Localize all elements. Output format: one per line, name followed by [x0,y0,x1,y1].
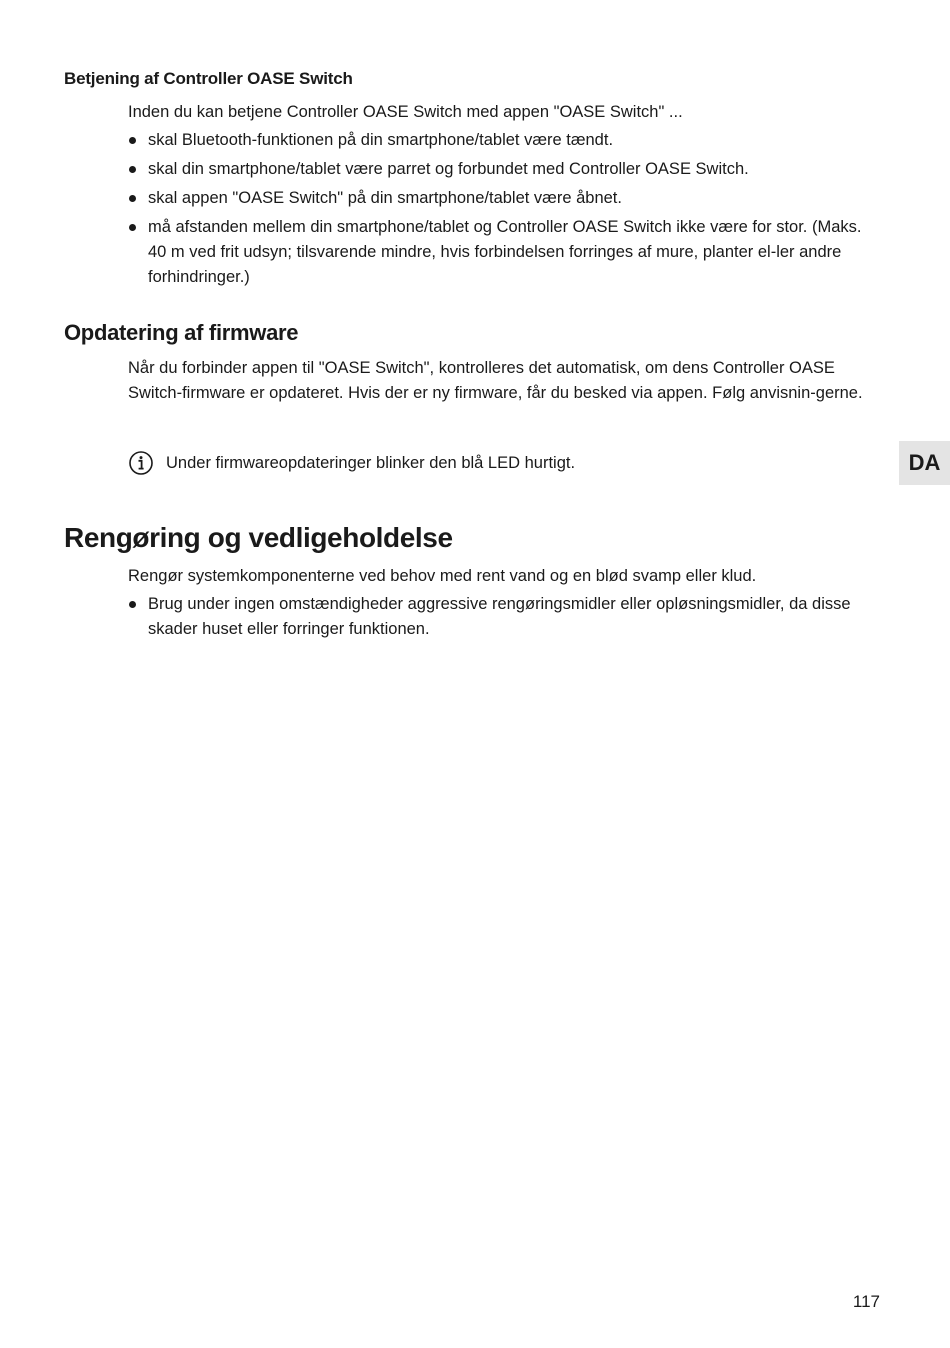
list-item: skal appen "OASE Switch" på din smartphone/tablet være åbnet. [128,186,873,211]
list-item: Brug under ingen omstændigheder aggressive rengøringsmidler eller opløsningsmidler, da disse skader huset eller forringer funktionen. [128,592,873,642]
bullet-icon [129,166,136,173]
operation-intro: Inden du kan betjene Controller OASE Switch med appen "OASE Switch" ... [128,103,683,121]
info-icon [128,450,154,476]
bullet-icon [129,137,136,144]
bullet-icon [129,224,136,231]
list-item: skal din smartphone/tablet være parret og forbundet med Controller OASE Switch. [128,157,873,182]
section-heading-operation: Betjening af Controller OASE Switch [64,69,353,88]
list-item: må afstanden mellem din smartphone/tablet og Controller OASE Switch ikke være for stor. (Maks. 40 m ved frit udsyn; tilsvarende mindre, hvis forbindelsen forringes af mure, planter el-ler andre forhindringer.) [128,215,873,290]
bullet-icon [129,601,136,608]
cleaning-body: Rengør systemkomponenterne ved behov med rent vand og en blød svamp eller klud. [128,567,757,585]
firmware-note [128,450,575,476]
cleaning-list [128,592,873,646]
section-heading-cleaning: Rengøring og vedligeholdelse [64,522,453,553]
language-tab: DA [899,441,950,485]
firmware-note-text: Under firmwareopdateringer blinker den blå LED hurtigt. [166,453,576,472]
firmware-body: Når du forbinder appen til "OASE Switch", kontrolleres det automatisk, om dens Controller OASE Switch-firmware er opdateret. Hvis der er ny firmware, får du besked via appen. Følg anvisnin-gerne. [128,359,863,402]
page-number: 117 [852,1292,880,1311]
operation-requirements-list [128,128,873,294]
bullet-icon [129,195,136,202]
list-item: skal Bluetooth-funktionen på din smartphone/tablet være tændt. [128,128,873,153]
section-heading-firmware: Opdatering af firmware [64,320,299,345]
